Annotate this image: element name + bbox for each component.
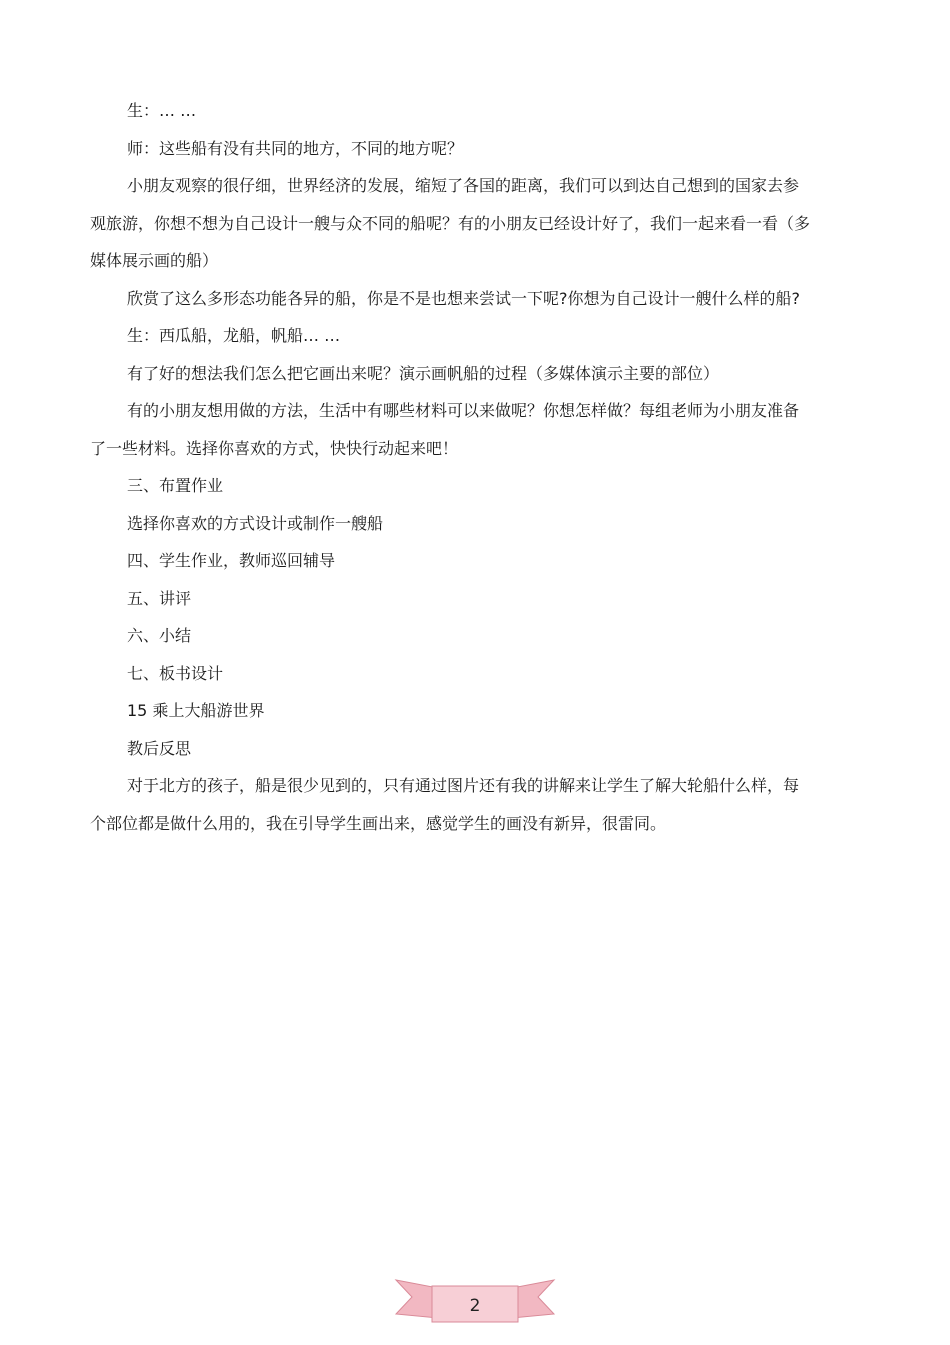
section-heading-review: 五、讲评 (127, 588, 192, 608)
student-answer-line: 生：西瓜船，龙船，帆船… … (127, 326, 341, 345)
page-number: 2 (469, 1296, 481, 1316)
teacher-question-line: 师：这些船有没有共同的地方，不同的地方呢？ (127, 138, 464, 158)
document-body (90, 92, 810, 842)
reflection-paragraph: 对于北方的孩子，船是很少见到的，只有通过图片还有我的讲解来让学生了解大轮船什么样，每个部位都是做什么用的，我在引导学生画出来，感觉学生的画没有新异，很雷同。 (90, 776, 800, 833)
section-heading-assignment: 三、布置作业 (127, 476, 224, 495)
observation-paragraph: 小朋友观察的很仔细，世界经济的发展，缩短了各国的距离，我们可以到达自己想到的国家去参观旅游，你想不想为自己设计一艘与众不同的船呢？有的小朋友已经设计好了，我们一起来看一看（多媒体展示画的船） (90, 176, 811, 270)
assignment-line: 选择你喜欢的方式设计或制作一艘船 (127, 513, 384, 533)
materials-paragraph: 有的小朋友想用做的方法，生活中有哪些材料可以来做呢？你想怎样做？每组老师为小朋友准备了一些材料。选择你喜欢的方式，快快行动起来吧！ (90, 401, 800, 458)
appreciation-paragraph: 欣赏了这么多形态功能各异的船，你是不是也想来尝试一下呢?你想为自己设计一艘什么样的船? (127, 288, 800, 308)
reflection-heading: 教后反思 (127, 738, 192, 758)
demonstration-line: 有了好的想法我们怎么把它画出来呢？演示画帆船的过程（多媒体演示主要的部位） (127, 363, 720, 383)
section-heading-practice: 四、学生作业，教师巡回辅导 (127, 551, 336, 570)
page-footer-ribbon (392, 1274, 558, 1326)
board-title-line: 15 乘上大船游世界 (127, 701, 265, 720)
section-heading-board-design: 七、板书设计 (127, 663, 224, 683)
student-response-line: 生：… … (127, 101, 197, 120)
section-heading-summary: 六、小结 (127, 626, 192, 645)
